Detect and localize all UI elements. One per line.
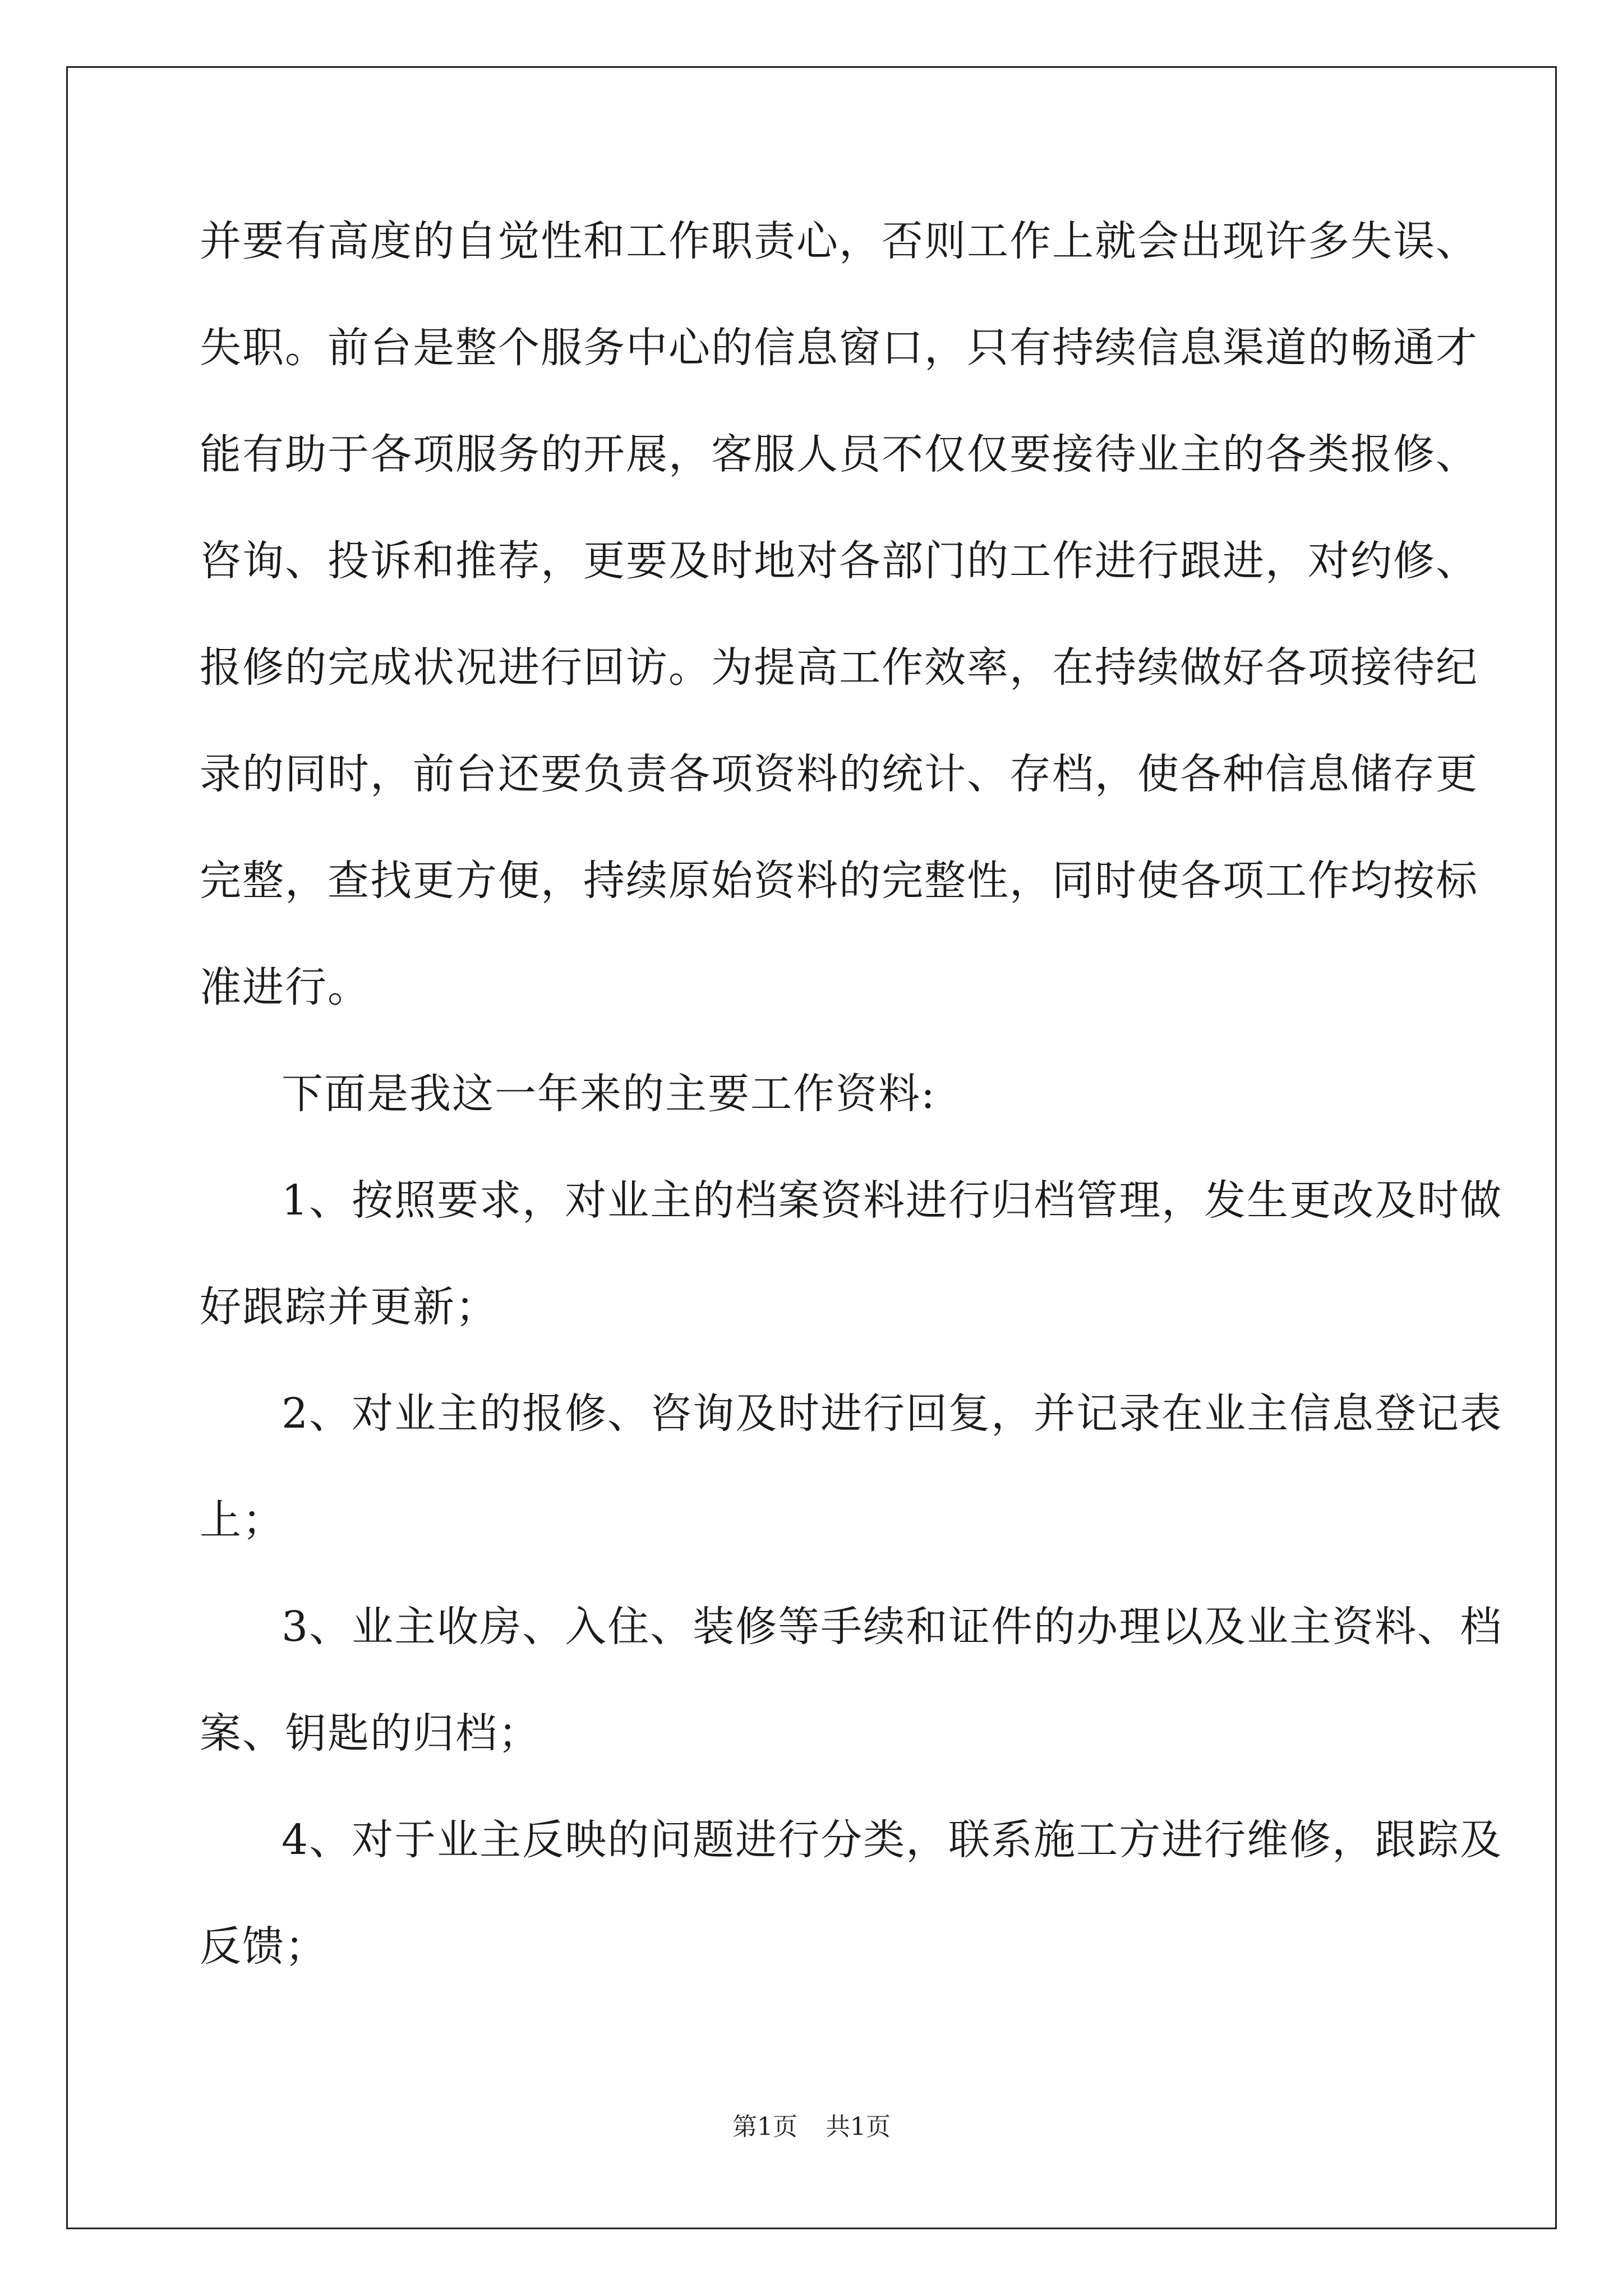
- text-line-indented: 下面是我这一年来的主要工作资料:: [282, 1070, 936, 1118]
- text-line: 录的同时，前台还要负责各项资料的统计、存档，使各种信息储存更: [200, 750, 1478, 798]
- text-line: 咨询、投诉和推荐，更要及时地对各部门的工作进行跟进，对约修、: [200, 537, 1478, 585]
- text-line: 上；: [200, 1496, 285, 1544]
- text-line: 好跟踪并更新；: [200, 1283, 498, 1331]
- page-number: 第1页: [732, 2113, 797, 2141]
- text-line: 完整，查找更方便，持续原始资料的完整性，同时使各项工作均按标: [200, 857, 1478, 905]
- text-line: 案、钥匙的归档；: [200, 1709, 541, 1757]
- text-line: 准进行。: [200, 963, 370, 1011]
- list-item-1: 1、按照要求，对业主的档案资料进行归档管理，发生更改及时做: [282, 1176, 1503, 1225]
- list-item-3: 3、业主收房、入住、装修等手续和证件的办理以及业主资料、档: [282, 1603, 1503, 1651]
- document-body: [200, 188, 1503, 2000]
- text-line: 反馈；: [200, 1922, 328, 1971]
- text-line: 失职。前台是整个服务中心的信息窗口，只有持续信息渠道的畅通才: [200, 324, 1478, 372]
- text-line: 并要有高度的自觉性和工作职责心，否则工作上就会出现许多失误、: [200, 217, 1478, 265]
- list-item-2: 2、对业主的报修、咨询及时进行回复，并记录在业主信息登记表: [282, 1389, 1503, 1438]
- list-item-4: 4、对于业主反映的问题进行分类，联系施工方进行维修，跟踪及: [282, 1816, 1503, 1864]
- text-line: 报修的完成状况进行回访。为提高工作效率，在持续做好各项接待纪: [200, 643, 1478, 692]
- text-line: 能有助于各项服务的开展，客服人员不仅仅要接待业主的各类报修、: [200, 430, 1478, 478]
- page-footer: [0, 2106, 1623, 2142]
- page-total: 共1页: [826, 2113, 891, 2141]
